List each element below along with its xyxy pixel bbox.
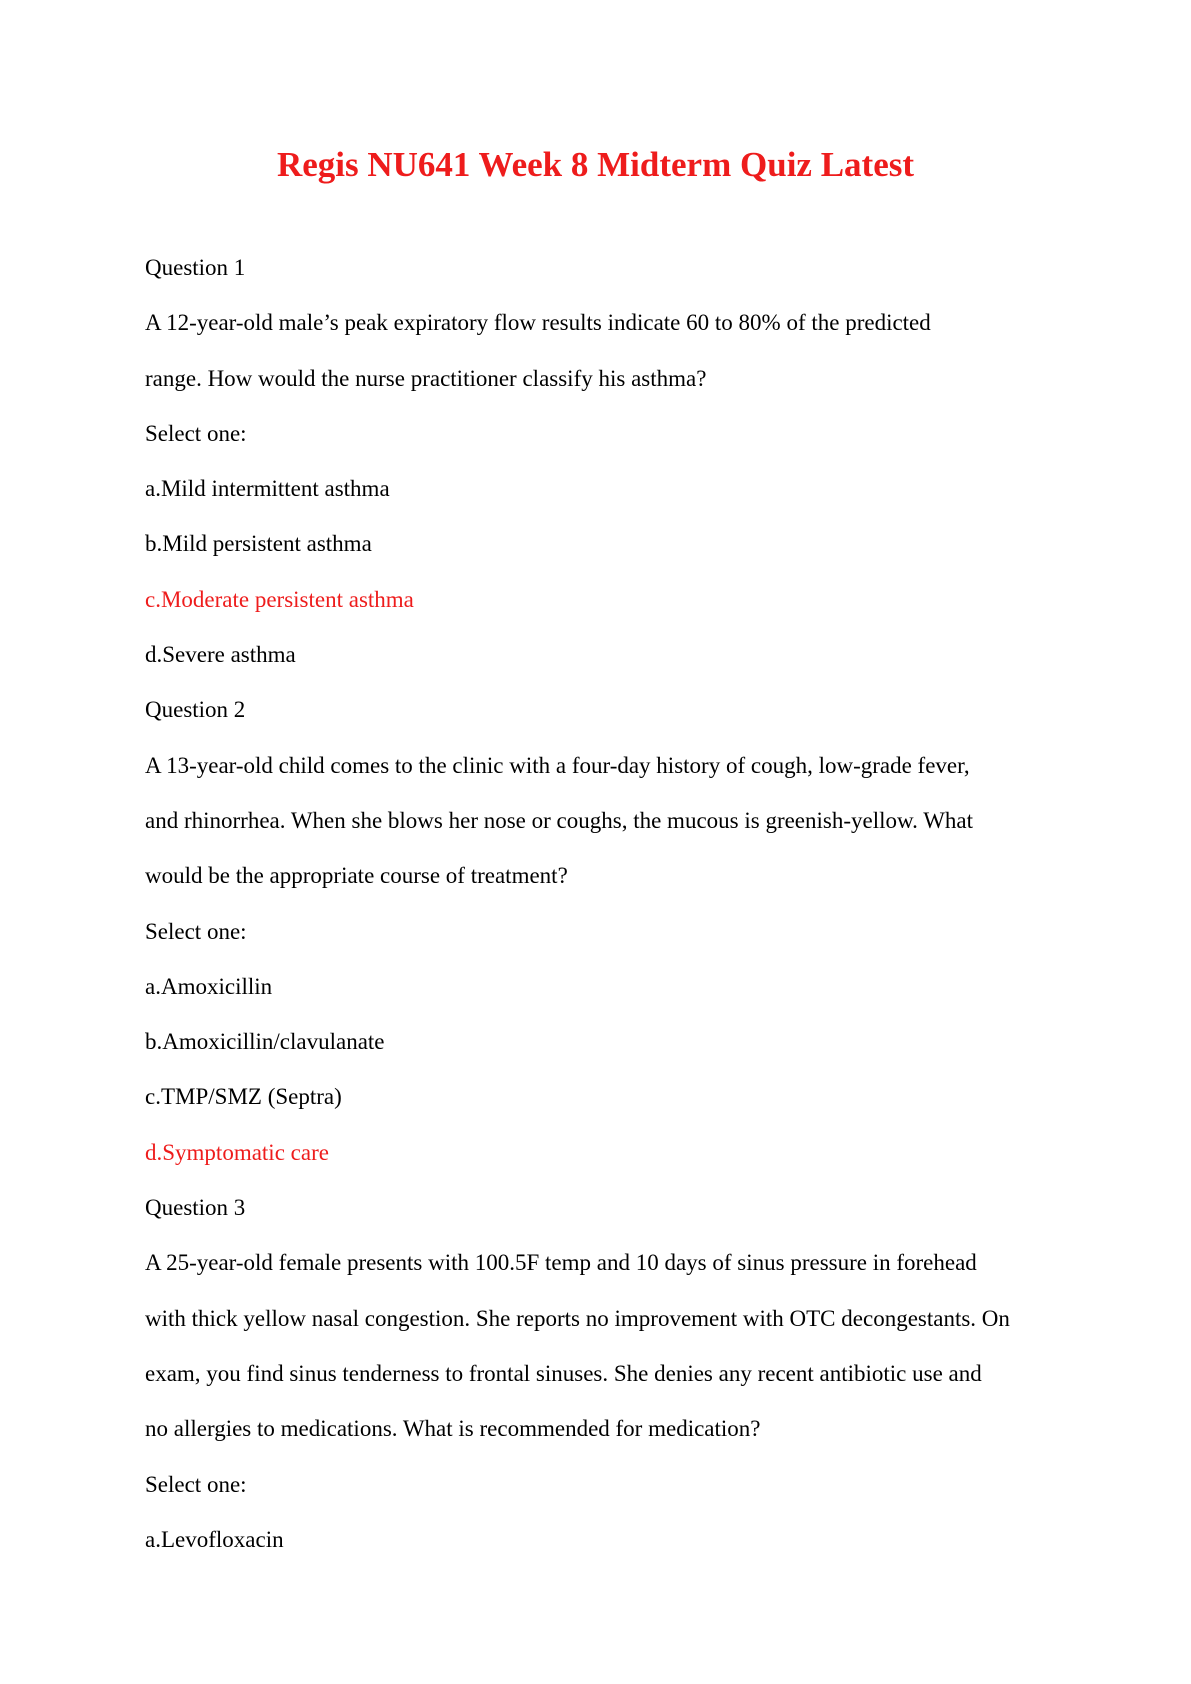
question-stem-line: and rhinorrhea. When she blows her nose or coughs, the mucous is greenish-yellow. What — [145, 807, 974, 833]
question-stem-line: A 13-year-old child comes to the clinic with a four-day history of cough, low-grade fever, — [145, 752, 970, 778]
option-letter: a. — [145, 1526, 161, 1552]
option-text: TMP/SMZ (Septra) — [160, 1084, 342, 1110]
question-stem-line: would be the appropriate course of treatment? — [145, 863, 568, 889]
correct-answer-option — [145, 1125, 1075, 1180]
option-letter: b. — [145, 1029, 163, 1055]
option-letter: d. — [145, 642, 163, 668]
question-block — [145, 682, 1075, 1180]
question-stem-line: with thick yellow nasal congestion. She reports no improvement with OTC decongestants. On — [145, 1305, 1010, 1331]
answer-option — [145, 1512, 1075, 1567]
answer-option — [145, 516, 1075, 571]
answer-option — [145, 959, 1075, 1014]
select-prompt: Select one: — [145, 1471, 247, 1497]
option-text: Mild intermittent asthma — [160, 476, 390, 502]
answer-option — [145, 1014, 1075, 1069]
question-stem-line: no allergies to medications. What is recommended for medication? — [145, 1416, 761, 1442]
option-letter: d. — [145, 1139, 163, 1165]
option-text: Amoxicillin/clavulanate — [162, 1029, 385, 1055]
option-text: Severe asthma — [162, 642, 296, 668]
question-block — [145, 1180, 1075, 1567]
option-text: Symptomatic care — [162, 1139, 329, 1165]
option-letter: a. — [145, 973, 161, 999]
page-title: Regis NU641 Week 8 Midterm Quiz Latest — [276, 145, 915, 184]
option-text: Moderate persistent asthma — [160, 586, 414, 612]
answer-option — [145, 627, 1075, 682]
question-stem-line: range. How would the nurse practitioner classify his asthma? — [145, 365, 707, 391]
correct-answer-option — [145, 572, 1075, 627]
select-prompt: Select one: — [145, 918, 247, 944]
question-stem-line: A 12-year-old male’s peak expiratory flow results indicate 60 to 80% of the predicted — [145, 310, 931, 336]
answer-option — [145, 1069, 1075, 1124]
option-letter: b. — [145, 531, 163, 557]
option-text: Mild persistent asthma — [162, 531, 372, 557]
question-heading: Question 3 — [145, 1195, 246, 1221]
quiz-content — [145, 240, 1075, 1567]
question-heading: Question 1 — [145, 255, 246, 280]
question-block — [145, 240, 1075, 682]
question-stem-line: A 25-year-old female presents with 100.5F temp and 10 days of sinus pressure in forehead — [145, 1250, 977, 1276]
answer-option — [145, 461, 1075, 516]
question-stem-line: exam, you find sinus tenderness to frontal sinuses. She denies any recent antibiotic use and — [145, 1360, 982, 1386]
option-text: Levofloxacin — [160, 1526, 284, 1552]
select-prompt: Select one: — [145, 420, 247, 446]
option-letter: a. — [145, 476, 161, 502]
option-letter: c. — [145, 1084, 161, 1110]
question-heading: Question 2 — [145, 697, 246, 723]
option-text: Amoxicillin — [160, 973, 273, 999]
option-letter: c. — [145, 586, 161, 612]
